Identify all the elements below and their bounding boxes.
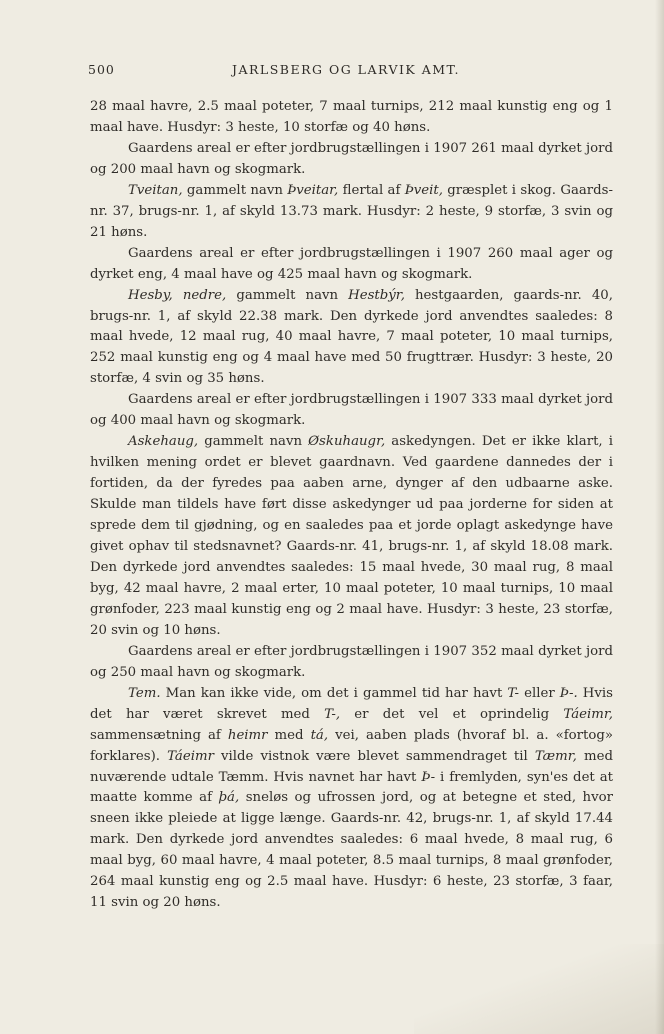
page-number: 500 <box>88 62 115 77</box>
italic-term: Þveit, <box>404 182 443 198</box>
text-run: i fremlyden, syn'es det at maatte komme af <box>90 769 613 806</box>
paragraph <box>90 244 613 286</box>
text-run: gammelt navn <box>226 287 349 303</box>
text-run: sammensætning af <box>90 727 228 743</box>
paragraph <box>90 642 613 684</box>
paragraph <box>90 139 613 181</box>
text-run: Gaardens areal er efter jordbrugstællingen i 1907 352 maal dyrket jord og 250 maal havn og skogmark. <box>90 643 613 680</box>
text-run: 28 maal havre, 2.5 maal poteter, 7 maal turnips, 212 maal kunstig eng og 1 maal have. Husdyr: 3 heste, 10 storfæ og 40 høns. <box>90 99 613 135</box>
page-header <box>88 62 604 82</box>
italic-term: Tveitan, <box>128 182 183 198</box>
page-corner-shade <box>414 944 664 1034</box>
italic-term: Tæmr, <box>534 748 577 764</box>
paragraph <box>90 432 613 642</box>
text-run: med <box>267 727 311 743</box>
italic-term: Táeimr <box>167 748 214 764</box>
page-edge-shadow <box>655 0 664 1034</box>
paragraph <box>90 97 613 139</box>
text-run: græsplet i skog. Gaards-nr. 37, brugs-nr. 1, af skyld 13.73 mark. Husdyr: 2 heste, 9 storfæ, 3 svin og 21 høns. <box>90 182 613 240</box>
text-run: Man kan ikke vide, om det i gammel tid har havt <box>160 685 508 701</box>
italic-term: Hestbýr, <box>348 287 405 303</box>
text-run: Gaardens areal er efter jordbrugstællingen i 1907 333 maal dyrket jord og 400 maal havn og skogmark. <box>90 392 613 429</box>
italic-term: Hesby, nedre, <box>128 287 227 303</box>
text-run: med nuværende udtale Tæmm. Hvis navnet har havt <box>90 748 613 785</box>
italic-term: Þ-. <box>559 685 578 701</box>
italic-term: Þ- <box>421 769 436 785</box>
text-run: Gaardens areal er efter jordbrugstællingen i 1907 260 maal ager og dyrket eng, 4 maal have og 425 maal havn og skogmark. <box>90 245 613 282</box>
italic-term: Táeimr, <box>563 706 613 722</box>
body-text <box>90 97 613 914</box>
text-run: askedyngen. Det er ikke klart, i hvilken mening ordet er blevet gaardnavn. Ved gaardene dannedes der i fortiden, da der fyredes paa aaben arne, dynger af den udbaarne aske. Skulde man tildels have ført disse askedynger ud paa jorderne for siden at sprede dem til gjødning, og en saaledes paa et jorde oplagt askedynge have givet ophav til stedsnavnet? Gaards-nr. 41, brugs-nr. 1, af skyld 18.08 mark. Den dyrkede jord anvendtes saaledes: 15 maal hvede, 30 maal rug, 8 maal byg, 42 maal havre, 2 maal erter, 10 maal poteter, 10 maal turnips, 10 maal grønfoder, 223 maal kunstig eng og 2 maal have. Husdyr: 3 heste, 23 storfæ, 20 svin og 10 høns. <box>90 434 613 638</box>
text-run: vilde vistnok være blevet sammendraget til <box>213 748 535 764</box>
italic-term: Askehaug, <box>128 434 199 450</box>
text-run: hestgaarden, gaards-nr. 40, brugs-nr. 1, af skyld 22.38 mark. Den dyrkede jord anvendtes saaledes: 8 maal hvede, 12 maal rug, 40 maal havre, 7 maal poteter, 10 maal turnips, 252 maal kunstig eng og 4 maal have med 50 frugttrær. Husdyr: 3 heste, 20 storfæ, 4 svin og 35 høns. <box>90 287 613 387</box>
running-title: JARLSBERG OG LARVIK AMT. <box>231 62 461 77</box>
italic-term: T- <box>507 685 520 701</box>
paragraph <box>90 390 613 432</box>
italic-term: Øskuhaugr, <box>308 434 386 450</box>
text-run: gammelt navn <box>182 182 288 198</box>
italic-term: Þveitar, <box>287 182 339 198</box>
text-run: gammelt navn <box>198 434 309 450</box>
text-run: eller <box>519 685 560 701</box>
text-run: Gaardens areal er efter jordbrugstællingen i 1907 261 maal dyrket jord og 200 maal havn og skogmark. <box>90 140 613 177</box>
italic-term: Tem. <box>128 685 161 701</box>
paragraph <box>90 286 613 391</box>
italic-term: heimr <box>227 727 268 743</box>
paragraph <box>90 684 613 914</box>
italic-term: T-, <box>324 706 341 722</box>
text-run: flertal af <box>338 182 405 198</box>
italic-term: þá, <box>218 790 240 806</box>
text-run: vei, aaben plads (hvoraf bl. a. «fortog» forklares). <box>90 727 613 764</box>
italic-term: tá, <box>310 727 329 743</box>
text-run: Hvis det har været skrevet med <box>90 685 613 722</box>
text-run: er det vel et oprindelig <box>340 706 564 722</box>
paragraph <box>90 181 613 244</box>
text-run: sneløs og ufrossen jord, og at betegne et sted, hvor sneen ikke pleiede at ligge længe. Gaards-nr. 42, brugs-nr. 1, af skyld 17.44 mark. Den dyrkede jord anvendtes saaledes: 6 maal hvede, 8 maal rug, 6 maal byg, 60 maal havre, 4 maal poteter, 8.5 maal turnips, 8 maal grønfoder, 264 maal kunstig eng og 2.5 maal have. Husdyr: 6 heste, 23 storfæ, 3 faar, 11 svin og 20 høns. <box>90 790 613 911</box>
